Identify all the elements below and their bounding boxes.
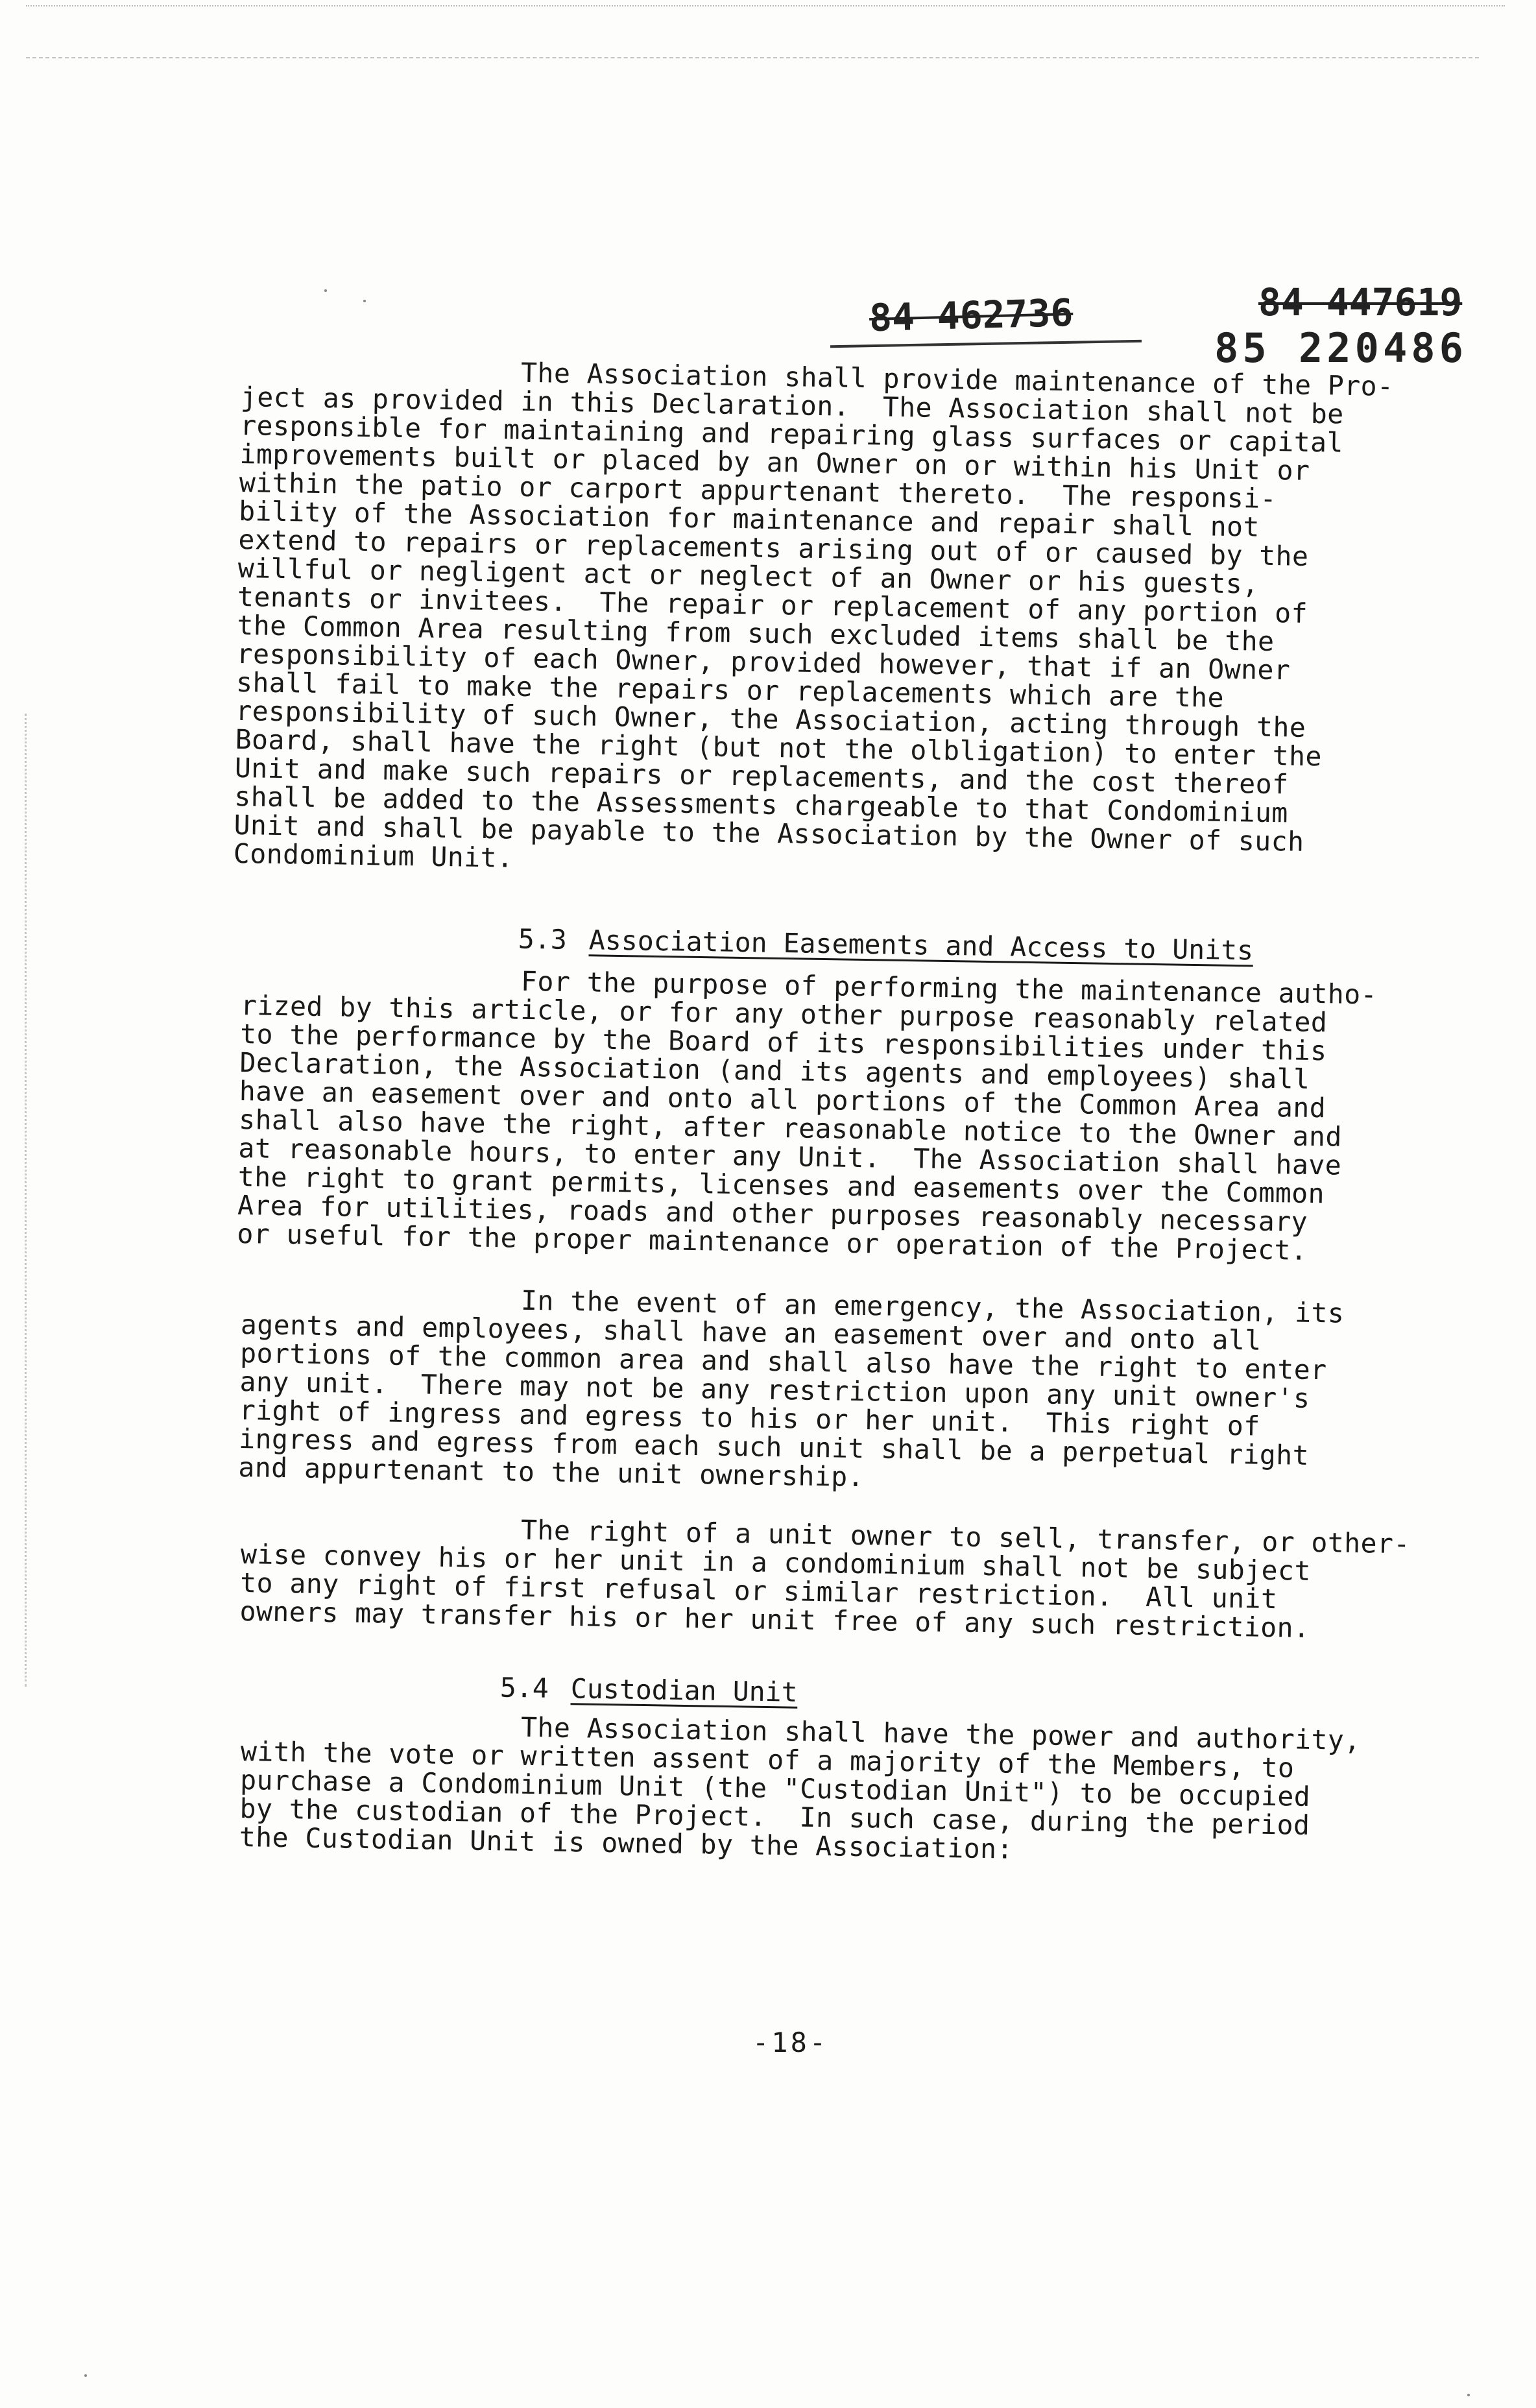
section-title: Custodian Unit — [570, 1672, 798, 1708]
scan-artifact-top — [26, 5, 1505, 8]
paragraph-custodian-unit: The Association shall have the power and authority, with the vote or written assent of a majority of the Members, to purchase a Condominium Unit (the "Custodian Unit") to be occupied by the custodian of the Project. In such case, during the period the Custodian Unit is owned by the Association: — [239, 1707, 1362, 1865]
section-number: 5.4 — [499, 1671, 549, 1704]
recording-number-underline — [830, 340, 1142, 348]
paragraph-maintenance: The Association shall provide maintenance of the Pro- ject as provided in this Declaration. The Association shall not be responsible for maintaining and repairing glass surfaces or capital improvements built or placed by an Owner on or within his Unit or within the patio or carport appurtenant thereto. The responsi- bility of the Association for maintenance and repair shall not extend to repairs or replacements arising out of or caused by the willful or negligent act or neglect of an Owner or his guests, tenants or invitees. The repair or replacement of any portion of the Common Area resulting from such excluded items shall be the responsibility of each Owner, provided however, that if an Owner shall fail to make the repairs or replacements which are the responsibility of such Owner, the Association, acting through the Board, shall have the right (but not the olbligation) to enter the Unit and make such repairs or replacements, and the cost thereof shall be added to the Assessments chargeable to that Condominium Unit and shall be payable to the Association by the Owner of such Condominium Unit. — [233, 352, 1394, 874]
paragraph-emergency-access: In the event of an emergency, the Association, its agents and employees, shall have an easement over and onto all portions of the common area and shall also have the right to enter any unit. There may not be any restriction upon any unit owner's right of ingress and egress to his or her unit. This right of ingress and egress from each such unit shall be a perpetual right and appurtenant to the unit ownership. — [238, 1280, 1345, 1493]
paragraph-right-to-sell: The right of a unit owner to sell, transfer, or other- wise convey his or her unit in a condominium shall not be subject to any right of first refusal or similar restriction. All unit owners may transfer his or her unit free of any such restriction. — [239, 1510, 1411, 1644]
page-number: -18- — [752, 2027, 829, 2058]
scan-speck — [84, 2374, 87, 2377]
scan-speck — [324, 289, 327, 292]
paragraph-easement-purpose: For the purpose of performing the maintenance autho- rized by this article, or for any other purpose reasonably related to the performance by the Board of its responsibilities under this Declaration, the Association (and its agents and employees) shall have an easement over and onto all portions of the Common Area and shall also have the right, after reasonable notice to the Owner and at reasonable hours, to enter any Unit. The Association shall have the right to grant permits, licenses and easements over the Common Area for utilities, roads and other purposes reasonably necessary or useful for the proper maintenance or operation of the Project. — [237, 961, 1378, 1266]
scan-speck — [363, 300, 366, 302]
scan-speck — [1467, 2394, 1470, 2396]
recording-number-stricken-right: 84 447619 — [1258, 280, 1463, 324]
scan-artifact-header — [26, 57, 1479, 60]
recording-number-stricken-left: 84 462736 — [869, 290, 1074, 341]
section-title: Association Easements and Access to Units — [588, 924, 1254, 967]
section-number: 5.3 — [518, 922, 568, 956]
recording-number-current: 85 220486 — [1214, 324, 1467, 372]
scan-artifact-margin — [25, 714, 30, 1687]
